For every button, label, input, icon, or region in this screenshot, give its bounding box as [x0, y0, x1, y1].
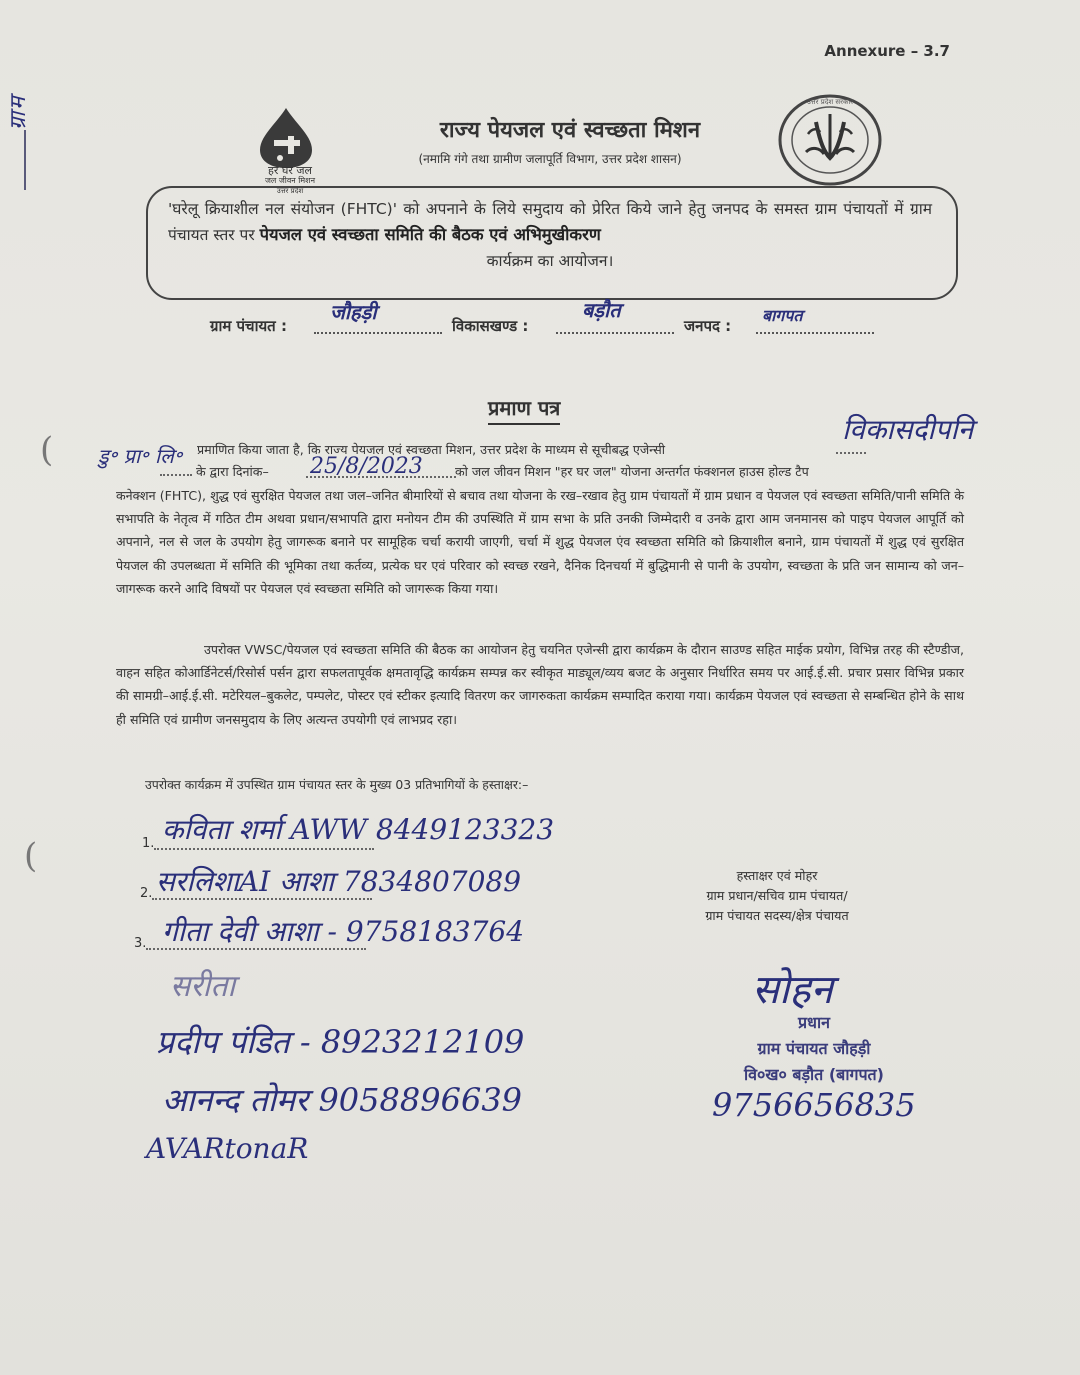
gram-panchayat-value: जौहड़ी — [330, 300, 377, 324]
stamp-line: ग्राम प्रधान/सचिव ग्राम पंचायत/ — [706, 888, 848, 903]
certificate-title: प्रमाण पत्र — [488, 394, 560, 425]
handwritten-prefix: डु॰ प्रा॰ लि॰ — [98, 444, 183, 468]
punch-hole-mark: ( — [40, 430, 54, 470]
janpad-value: बागपत — [762, 306, 803, 325]
pradhan-seal — [714, 1010, 914, 1088]
vikaskhand-value: बड़ौत — [582, 298, 621, 322]
program-banner-text — [168, 196, 932, 274]
seal-line: प्रधान — [798, 1013, 830, 1032]
participant-signature-6: आनन्द तोमर 9058896639 — [162, 1081, 523, 1119]
participant-signature-2: सरलिशाAI आशा 7834807089 — [156, 865, 522, 898]
pradhan-signature: सोहन — [752, 967, 833, 1013]
banner-text-part: 'घरेलू क्रियाशील नल संयोजन (FHTC)' को अपनाने के लिये समुदाय को प्रेरित किये जाने हेतु जनपद के समस्त ग्राम पंचायतों में ग्राम पंचायत स्तर पर — [168, 200, 932, 244]
dotted-line — [160, 474, 192, 476]
gram-panchayat-label: ग्राम पंचायत : — [210, 317, 287, 335]
participant-signature-7: AVARtonaR — [146, 1132, 309, 1165]
vikaskhand-label: विकासखण्ड : — [452, 317, 529, 335]
signatures-intro: उपरोक्त कार्यक्रम में उपस्थित ग्राम पंचायत स्तर के मुख्य 03 प्रतिभागियों के हस्ताक्षर:– — [145, 777, 529, 792]
seal-line: ग्राम पंचायत जौहड़ी — [757, 1039, 871, 1058]
logo-line: जल जीवन मिशन — [264, 176, 316, 185]
jal-jeevan-mission-logo — [236, 106, 336, 196]
handwritten-date: 25/8/2023 — [310, 454, 423, 479]
pradhan-phone: 9756656835 — [712, 1086, 916, 1124]
dotted-line — [154, 848, 374, 850]
participant-signature-5: प्रदीप पंडित - 8923212109 — [156, 1023, 525, 1061]
signature-number: 3. — [134, 936, 147, 951]
stamp-line: ग्राम पंचायत सदस्य/क्षेत्र पंचायत — [705, 908, 849, 923]
dotted-line — [306, 476, 456, 478]
department-subtitle: (नमामि गंगे तथा ग्रामीण जलापूर्ति विभाग, उत्तर प्रदेश शासन) — [418, 152, 682, 166]
certificate-line-2a: के द्वारा दिनांक– — [196, 464, 269, 479]
signature-number: 2. — [140, 886, 153, 901]
up-government-emblem — [776, 92, 884, 188]
certificate-paragraph-1: कनेक्शन (FHTC), शुद्ध एवं सुरक्षित पेयजल तथा जल–जनित बीमारियों से बचाव तथा योजना के रख–रखाव हेतु ग्राम पंचायतों में ग्राम प्रधान व पेयजल एवं स्वच्छता समिति/पानी समिति के सभापति के नेतृत्व में गठित टीम अथवा प्रधान/सभापति द्वारा मनोयन टीम की उपस्थिति में ग्राम सभा के प्रति उनकी जिम्मेदारी व उनके द्वारा आम जनमानस को पाइप पेयजल आपूर्ति को अपनाने, नल से जल के उपयोग हेतु जागरूक बनाने पर सामूहिक चर्चा करायी जाएगी, चर्चा में शुद्ध पेयजल एंव स्वच्छता समिति को क्रियाशील बनाने, ग्राम पंचायतों में शुद्ध एवं सुरक्षित पेयजल की उपलब्धता में समिति की भूमिका तथा कर्तव्य, प्रत्येक घर एवं परिवार को स्वच्छ रखने, दैनिक दिनचर्या में बुद्धिमानी से पानी के उपयोग, स्वच्छता के प्रति जन सामान्य को जन–जागरूक करने आदि विषयों पर पेयजल एवं स्वच्छता समिति को जागरूक किया गया। — [116, 488, 964, 596]
handwritten-agency-name: विकासदीपनि — [842, 413, 974, 446]
signature-number: 1. — [142, 836, 155, 851]
department-title: राज्य पेयजल एवं स्वच्छता मिशन — [439, 118, 701, 143]
punch-hole-mark: ( — [24, 836, 38, 876]
stamp-instructions — [662, 866, 892, 926]
certificate-paragraph-2: उपरोक्त VWSC/पेयजल एवं स्वच्छता समिति की बैठक का आयोजन हेतु चयनित एजेन्सी द्वारा कार्यक्रम के दौरान साउण्ड सहित माईक प्रयोग, विभिन्न तरह की स्टैण्डीज, वाहन सहित कोआर्डिनेटर्स/रिसोर्स पर्सन द्वारा सफलतापूर्वक क्षमतावृद्धि कार्यक्रम सम्पन्न कर स्वीकृत माड्यूल/व्यय बजट के अनुसार निर्धारित समय पर आई.ई.सी. प्रचार प्रसार विभिन्न प्रकार की सामग्री–आई.ई.सी. मटेरियल–बुकलेट, पम्पलेट, पोस्टर एवं स्टीकर इत्यादि वितरण कर जागरुकता कार्यक्रम सम्पादित कराया गया। कार्यक्रम पेयजल एवं स्वच्छता से सम्बन्धित होने के साथ ही समिति एवं ग्रामीण जनसमुदाय के लिए अत्यन्त उपयोगी एवं लाभप्रद रहा। — [116, 642, 964, 727]
stamp-line: हस्ताक्षर एवं मोहर — [736, 868, 818, 883]
banner-text-part: कार्यक्रम का आयोजन। — [486, 252, 614, 270]
certificate-line-2b: को जल जीवन मिशन "हर घर जल" योजना अन्तर्गत फंक्शनल हाउस होल्ड टैप — [455, 464, 809, 479]
participant-signature-4: सरीता — [170, 969, 236, 1004]
margin-note: ग्राम — [6, 94, 31, 130]
seal-line: वि०ख० बड़ौत (बागपत) — [744, 1065, 884, 1084]
logo-line: उत्तर प्रदेश — [276, 187, 304, 195]
participant-signature-3: गीता देवी आशा - 9758183764 — [162, 915, 525, 948]
dotted-line — [836, 452, 866, 454]
emblem-text: उत्तर प्रदेश सरकार — [806, 98, 854, 106]
logo-line: हर घर जल — [268, 164, 312, 177]
water-drop-icon — [236, 106, 336, 168]
janpad-label: जनपद : — [684, 317, 732, 335]
certificate-line-1: प्रमाणित किया जाता है, कि राज्य पेयजल एवं स्वच्छता मिशन, उत्तर प्रदेश के माध्यम से सूचीबद्ध एजेन्सी — [197, 442, 665, 457]
annexure-label: Annexure – 3.7 — [824, 42, 950, 60]
participant-signature-1: कविता शर्मा AWW 8449123323 — [162, 813, 555, 846]
banner-bold-text: पेयजल एवं स्वच्छता समिति की बैठक एवं अभिमुखीकरण — [259, 225, 601, 244]
margin-mark — [24, 130, 26, 190]
